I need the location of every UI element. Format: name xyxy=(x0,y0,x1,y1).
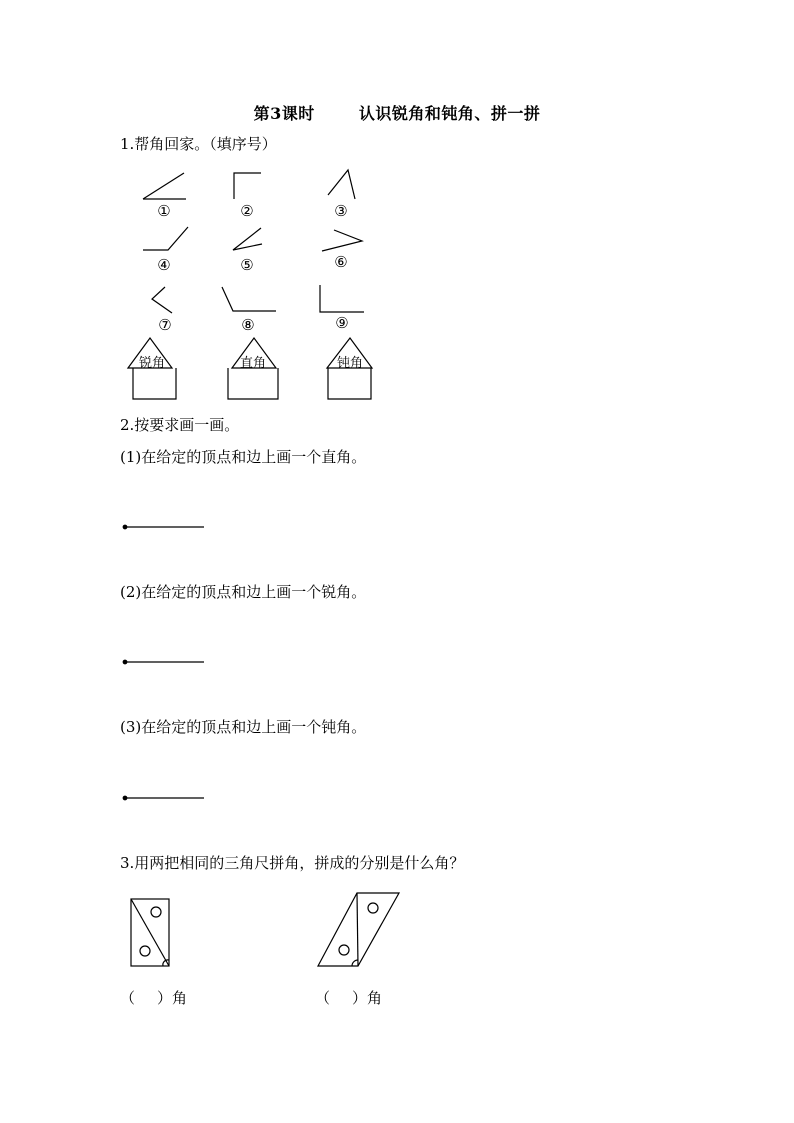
lesson-topic: 认识锐角和钝角、拼一拼 xyxy=(358,104,541,123)
angle-figure-7 xyxy=(152,287,172,313)
question-3-stem: 3.用两把相同的三角尺拼角，拼成的分别是什么角？ xyxy=(120,854,465,872)
lesson-number: 第3课时 xyxy=(253,104,315,123)
house-label-right: 直角 xyxy=(240,356,267,371)
given-ray-1 xyxy=(123,525,204,529)
angle-figure-4 xyxy=(143,227,188,250)
question-2-part-1: (1)在给定的顶点和边上画一个直角。 xyxy=(120,448,367,466)
answer-blank-2[interactable] xyxy=(315,987,382,1008)
angle-label-1: ① xyxy=(157,202,171,220)
angle-figure-6 xyxy=(322,230,362,251)
angle-figure-8 xyxy=(222,287,276,311)
answer-1-open: （ xyxy=(120,989,136,1007)
angle-figure-5 xyxy=(233,228,262,250)
angle-label-2: ② xyxy=(240,202,254,220)
question-2-stem: 2.按要求画一画。 xyxy=(120,416,240,434)
house-label-acute: 锐角 xyxy=(139,356,166,371)
angle-figure-9 xyxy=(320,285,364,312)
angle-figure-2 xyxy=(234,173,261,199)
angle-label-3: ③ xyxy=(334,202,348,220)
angle-label-8: ⑧ xyxy=(241,316,255,334)
set-squares-parallelogram xyxy=(318,893,399,966)
given-ray-2 xyxy=(123,660,204,664)
answer-2-close: ） xyxy=(352,989,368,1007)
answer-blank-1[interactable] xyxy=(120,987,187,1008)
question-2-part-2: (2)在给定的顶点和边上画一个锐角。 xyxy=(120,583,367,601)
answer-1-suffix: 角 xyxy=(172,989,188,1007)
angle-label-7: ⑦ xyxy=(158,316,172,334)
answer-2-suffix: 角 xyxy=(367,989,383,1007)
angle-label-6: ⑥ xyxy=(334,253,348,271)
house-label-obtuse: 钝角 xyxy=(337,356,364,371)
angle-label-9: ⑨ xyxy=(335,314,349,332)
given-ray-3 xyxy=(123,796,204,800)
set-squares-rectangle xyxy=(131,899,169,966)
angle-figure-3 xyxy=(328,170,355,199)
question-1-stem: 1.帮角回家。（填序号） xyxy=(120,135,277,153)
question-2-part-3: (3)在给定的顶点和边上画一个钝角。 xyxy=(120,718,367,736)
angle-figure-1 xyxy=(143,173,186,199)
angle-label-5: ⑤ xyxy=(240,256,254,274)
angle-label-4: ④ xyxy=(157,256,171,274)
answer-1-close: ） xyxy=(157,989,173,1007)
answer-2-open: （ xyxy=(315,989,331,1007)
